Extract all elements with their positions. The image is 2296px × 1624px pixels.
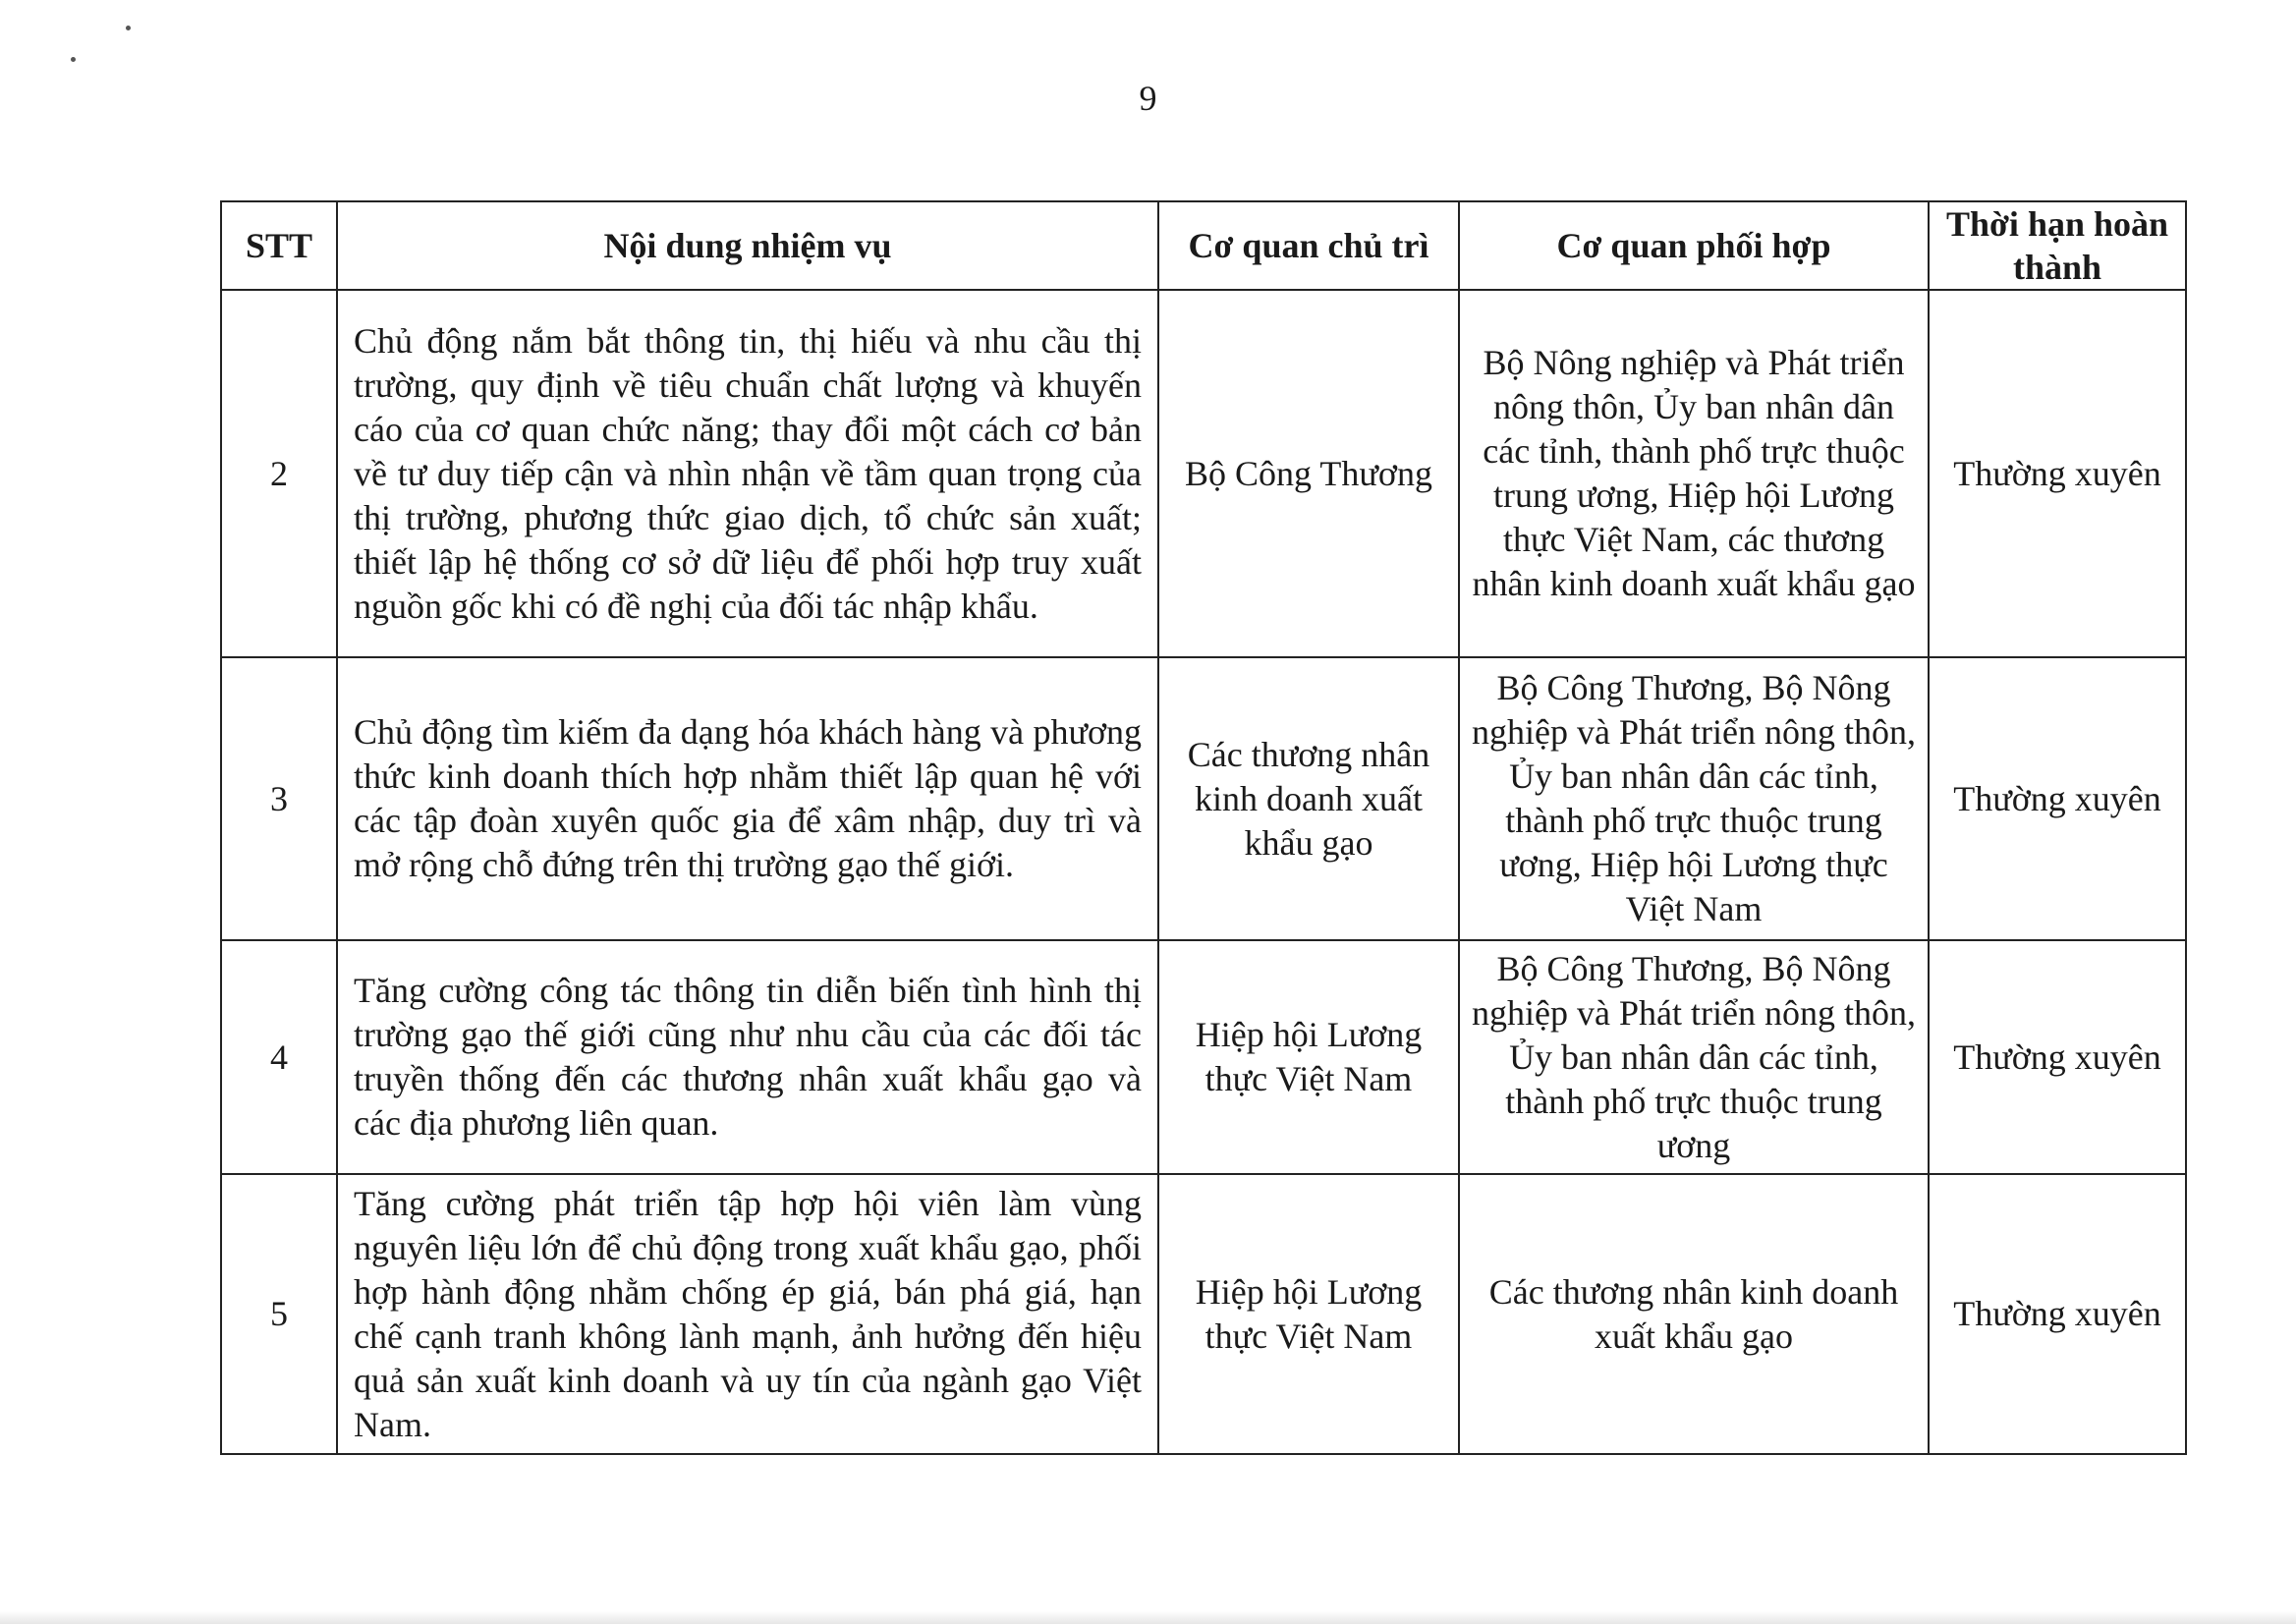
cell-lead-agency: Hiệp hội Lương thực Việt Nam: [1158, 1174, 1459, 1454]
header-content: Nội dung nhiệm vụ: [337, 201, 1158, 290]
header-lead-agency: Cơ quan chủ trì: [1158, 201, 1459, 290]
header-deadline: Thời hạn hoàn thành: [1929, 201, 2186, 290]
scan-speck: [126, 26, 131, 30]
cell-content: Chủ động tìm kiếm đa dạng hóa khách hàng và phương thức kinh doanh thích hợp nhằm thiết lập quan hệ với các tập đoàn xuyên quốc gia để xâm nhập, duy trì và mở rộng chỗ đứng trên thị trường gạo thế giới.: [337, 657, 1158, 940]
cell-content: Tăng cường công tác thông tin diễn biến tình hình thị trường gạo thế giới cũng như nhu cầu của các đối tác truyền thống đến các thương nhân xuất khẩu gạo và các địa phương liên quan.: [337, 940, 1158, 1174]
cell-deadline: Thường xuyên: [1929, 657, 2186, 940]
cell-stt: 5: [221, 1174, 337, 1454]
page-number: 9: [1139, 79, 1157, 118]
cell-coordinating-agency: Bộ Công Thương, Bộ Nông nghiệp và Phát triển nông thôn, Ủy ban nhân dân các tỉnh, thành phố trực thuộc trung ương: [1459, 940, 1929, 1174]
cell-deadline: Thường xuyên: [1929, 290, 2186, 657]
header-stt: STT: [221, 201, 337, 290]
cell-deadline: Thường xuyên: [1929, 1174, 2186, 1454]
table-row: [221, 940, 2186, 1174]
cell-content: Chủ động nắm bắt thông tin, thị hiếu và nhu cầu thị trường, quy định về tiêu chuẩn chất lượng và khuyến cáo của cơ quan chức năng; thay đổi một cách cơ bản về tư duy tiếp cận và nhìn nhận về tầm quan trọng của thị trường, phương thức giao dịch, tổ chức sản xuất; thiết lập hệ thống cơ sở dữ liệu để phối hợp truy xuất nguồn gốc khi có đề nghị của đối tác nhập khẩu.: [337, 290, 1158, 657]
header-coordinating-agency: Cơ quan phối hợp: [1459, 201, 1929, 290]
cell-lead-agency: Bộ Công Thương: [1158, 290, 1459, 657]
table-header-row: [221, 201, 2186, 290]
cell-coordinating-agency: Các thương nhân kinh doanh xuất khẩu gạo: [1459, 1174, 1929, 1454]
cell-lead-agency: Hiệp hội Lương thực Việt Nam: [1158, 940, 1459, 1174]
table-row: [221, 290, 2186, 657]
cell-stt: 4: [221, 940, 337, 1174]
cell-content: Tăng cường phát triển tập hợp hội viên làm vùng nguyên liệu lớn để chủ động trong xuất khẩu gạo, phối hợp hành động nhằm chống ép giá, bán phá giá, hạn chế cạnh tranh không lành mạnh, ảnh hưởng đến hiệu quả sản xuất kinh doanh và uy tín của ngành gạo Việt Nam.: [337, 1174, 1158, 1454]
cell-stt: 3: [221, 657, 337, 940]
table-row: [221, 1174, 2186, 1454]
scan-speck: [71, 57, 76, 62]
table-row: [221, 657, 2186, 940]
cell-lead-agency: Các thương nhân kinh doanh xuất khẩu gạo: [1158, 657, 1459, 940]
cell-stt: 2: [221, 290, 337, 657]
cell-coordinating-agency: Bộ Công Thương, Bộ Nông nghiệp và Phát triển nông thôn, Ủy ban nhân dân các tỉnh, thành phố trực thuộc trung ương, Hiệp hội Lương thực Việt Nam: [1459, 657, 1929, 940]
scan-edge-shadow: [0, 1611, 2296, 1624]
cell-deadline: Thường xuyên: [1929, 940, 2186, 1174]
cell-coordinating-agency: Bộ Nông nghiệp và Phát triển nông thôn, Ủy ban nhân dân các tỉnh, thành phố trực thuộc trung ương, Hiệp hội Lương thực Việt Nam, các thương nhân kinh doanh xuất khẩu gạo: [1459, 290, 1929, 657]
task-table: [220, 200, 2187, 1455]
